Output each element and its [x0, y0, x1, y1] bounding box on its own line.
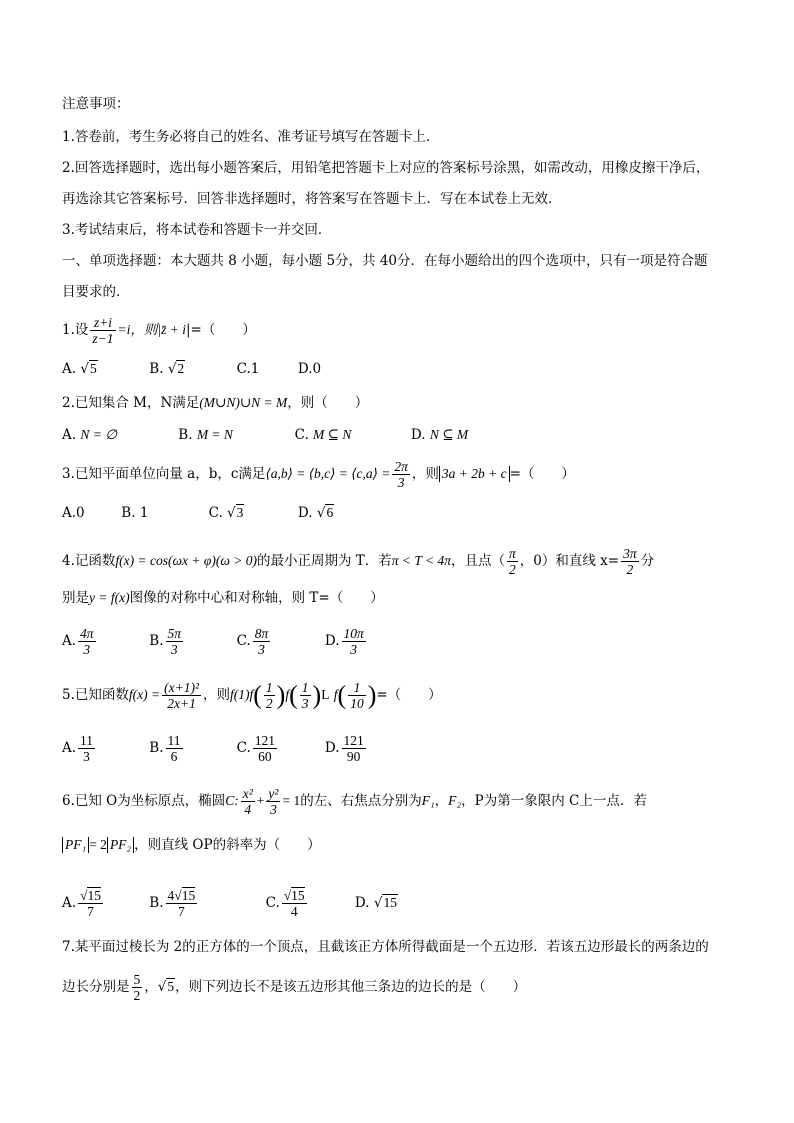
option-label: A.: [62, 740, 77, 756]
frac-den: 3: [270, 802, 277, 817]
q7-sep: ，: [144, 979, 158, 995]
q7-line2-post: ，则下列边长不是该五边形其他三条边的边长的是（ ）: [175, 979, 527, 995]
frac-num: 2π: [394, 459, 408, 474]
q7-sqrt: [158, 977, 175, 997]
q6-post: ，P为第一象限内 C上一点．若: [461, 793, 647, 809]
q2-prefix: 2.已知集合 M，N满足: [62, 395, 200, 411]
option-text: M = N: [196, 427, 233, 442]
option-frac: [342, 626, 366, 657]
frac-num: 3π: [623, 546, 637, 561]
option-label: C.: [294, 427, 309, 443]
option-label: A.: [62, 505, 77, 521]
option-frac: [166, 626, 184, 657]
option-frac: [282, 888, 307, 919]
radicand: 15: [291, 888, 305, 903]
q5-f1: f(1)f: [230, 687, 254, 702]
radicand: 15: [181, 888, 196, 903]
q7-frac: [132, 972, 143, 1003]
notice-title: 注意事项：: [62, 96, 130, 112]
option-label: C.: [208, 505, 223, 521]
q4-line2-expr: y = f(x): [89, 590, 130, 605]
q1-mid: =i，则|: [117, 322, 162, 337]
q6-eq: = 1: [282, 793, 301, 808]
q4-mid3: ，0）和直线 x=: [519, 553, 620, 569]
q5-frac-a: [264, 680, 275, 711]
radicand: 3: [236, 505, 244, 520]
option-frac: [78, 733, 95, 764]
q4-mid: 的最小正周期为 T．若: [256, 553, 392, 569]
q4-options: [62, 626, 368, 657]
q1-expr: z̄ + i: [161, 322, 186, 337]
right-paren: ): [312, 680, 322, 710]
frac-num: 11: [80, 733, 94, 748]
q1-prefix: 1.设: [62, 322, 89, 338]
frac-num: (x+1)²: [164, 680, 199, 695]
q5-option-b: [149, 733, 232, 764]
frac-den: 90: [346, 749, 361, 764]
q1-frac-den: z−1: [92, 331, 114, 346]
frac-num: 8π: [254, 626, 269, 641]
q4-line-frac: [621, 546, 639, 577]
frac-den: 3: [301, 696, 309, 711]
radical-sign: √: [167, 361, 177, 377]
q3-option-b: [121, 503, 204, 523]
q2-option-b: [178, 425, 290, 445]
q6-option-d: [355, 893, 398, 913]
q5-def-frac: [162, 680, 201, 711]
sqrt-expr: [168, 359, 185, 379]
frac-den: 3: [397, 475, 405, 490]
question-7-cont: [62, 972, 526, 1003]
option-frac: [78, 626, 96, 657]
radical-sign: √: [157, 979, 167, 995]
option-frac: [166, 733, 183, 764]
radicand: 15: [87, 888, 101, 903]
frac-den: 4: [244, 802, 252, 817]
q2-post: ，则（ ）: [287, 395, 369, 411]
q6-mid: 的左、右焦点分别为: [300, 793, 422, 809]
option-label: C.: [265, 895, 280, 911]
radical-sign: √: [80, 888, 88, 903]
q6-x-frac: [241, 786, 255, 817]
frac-num: 4π: [80, 626, 94, 641]
frac-den: 4: [290, 904, 298, 919]
frac-num: [78, 888, 103, 904]
option-text: M ⊆ N: [313, 427, 352, 442]
q1-post: |=（ ）: [185, 322, 256, 338]
q4-option-b: [149, 626, 232, 657]
q1-options: [62, 359, 321, 379]
frac-den: 7: [87, 904, 94, 919]
radicand: 2: [177, 361, 185, 376]
option-label: D.: [324, 633, 340, 649]
frac-num: 10π: [343, 626, 364, 641]
frac-den: 3: [83, 749, 90, 764]
sqrt-expr: [374, 893, 398, 913]
notice-item-3: 3.考试结束后，将本试卷和答题卡一并交回．: [62, 222, 332, 238]
q1-fraction: [90, 315, 115, 346]
frac-num: 1: [348, 680, 366, 696]
q5-frac-b: [300, 680, 311, 711]
option-text: 1: [250, 361, 260, 377]
frac-den: 3: [258, 642, 265, 657]
q6-options: [62, 888, 398, 919]
radical-sign: √: [174, 888, 182, 903]
frac-den: 3: [83, 642, 91, 657]
frac-num: [166, 888, 198, 904]
option-label: D.: [324, 740, 340, 756]
q5-expr: f(x) =: [128, 687, 161, 702]
q4-expr: f(x) = cos(ωx + φ)(ω > 0): [115, 553, 257, 568]
q4-option-c: [237, 626, 321, 657]
q3-abs-expr: 3a + 2b + c: [439, 466, 510, 482]
option-frac: [78, 888, 103, 919]
question-3: [62, 459, 575, 490]
question-6: [62, 786, 647, 817]
frac-num: 11: [167, 733, 181, 748]
left-paren: (: [289, 680, 298, 710]
q4-post: 分: [640, 553, 655, 569]
q6-c-label: C:: [225, 793, 239, 808]
frac-den: 2: [265, 696, 273, 711]
question-2: [62, 393, 368, 413]
q5-option-a: [62, 733, 145, 764]
q1-frac-num: z+i: [90, 315, 115, 331]
q1-option-d: [298, 359, 321, 379]
option-text: 0: [312, 361, 322, 377]
q5-dots: L: [321, 687, 330, 702]
left-paren: (: [253, 680, 262, 710]
frac-num: 5: [133, 972, 141, 987]
q4-line2-post: 图像的对称中心和对称轴，则 T=（ ）: [129, 590, 384, 606]
section-heading-cont: 目要求的．: [62, 284, 130, 300]
frac-den: 3: [170, 642, 178, 657]
frac-num: [282, 888, 307, 904]
notice-item-1: 1.答卷前，考生务必将自己的姓名、准考证号填写在答题卡上．: [62, 129, 440, 145]
q6-option-a: [62, 888, 145, 919]
frac-den: 60: [258, 749, 272, 764]
option-label: D.: [354, 895, 370, 911]
option-frac: [342, 733, 366, 764]
q5-mid: ，则: [203, 687, 230, 703]
radical-sign: √: [373, 895, 383, 911]
sqrt-expr: [227, 503, 244, 523]
frac-den: 3: [350, 642, 358, 657]
q4-option-a: [62, 626, 145, 657]
option-text: N = ∅: [80, 427, 117, 442]
right-paren: ): [276, 680, 286, 710]
option-text: 1: [139, 505, 149, 521]
q2-option-a: [62, 425, 174, 445]
frac-den: 7: [177, 904, 185, 919]
q1-option-a: [62, 359, 145, 379]
question-1: [62, 315, 256, 346]
q6-abs-pf1: PF₁: [62, 837, 89, 853]
q3-expr: ⟨a,b⟩ = ⟨b,c⟩ = ⟨c,a⟩ =: [265, 466, 391, 481]
q6-option-c: [266, 888, 351, 919]
option-label: B.: [149, 633, 164, 649]
q4-expr2: π < T < 4π: [391, 553, 452, 568]
option-label: A.: [62, 895, 77, 911]
q6-prefix: 6.已知 O为坐标原点，椭圆: [62, 793, 226, 809]
frac-den: 2x+1: [167, 696, 196, 711]
question-6-cont: [62, 835, 321, 855]
q6-f2: F₂: [448, 793, 462, 808]
frac-num: 1: [265, 680, 273, 695]
q3-option-a: [62, 503, 117, 523]
q2-option-c: [295, 425, 407, 445]
q3-option-c: [209, 503, 294, 523]
option-label: A.: [62, 361, 77, 377]
frac-num: x²: [242, 786, 253, 801]
q3-option-d: [298, 503, 334, 523]
radicand: 6: [326, 505, 334, 520]
frac-den: 10: [350, 696, 364, 711]
q6-plus: +: [256, 793, 265, 808]
option-frac: [253, 733, 277, 764]
q5-option-d: [325, 733, 368, 764]
option-label: D.: [410, 427, 426, 443]
sqrt-expr: [317, 503, 334, 523]
q5-prefix: 5.已知函数: [62, 687, 129, 703]
q4-point-frac: [507, 546, 518, 577]
q5-frac-c: [348, 680, 366, 711]
option-label: C.: [236, 361, 251, 377]
radicand: 15: [383, 895, 397, 910]
frac-den: 2: [626, 562, 634, 577]
radicand: 5: [167, 979, 175, 994]
q3-post: =（ ）: [509, 466, 575, 482]
option-text: N ⊆ M: [429, 427, 469, 442]
question-7: 7.某平面过棱长为 2的正方体的一个顶点，且截该正方体所得截面是一个五边形．若该五边形最长的两条边的: [62, 939, 709, 955]
notice-item-2: 2.回答选择题时，选出每小题答案后，用铅笔把答题卡上对应的答案标号涂黑，如需改动，用橡皮擦干净后，: [62, 160, 710, 176]
q5-f3: f: [333, 687, 338, 702]
q4-line2-pre: 别是: [62, 590, 89, 606]
option-label: D.: [297, 361, 313, 377]
q2-expr: (M∪N)∪N = M: [199, 395, 288, 410]
frac-num: 121: [254, 733, 275, 748]
q7-line2-pre: 边长分别是: [62, 979, 130, 995]
radicand: 5: [89, 361, 97, 376]
coefficient: 4: [167, 888, 175, 903]
q1-option-b: [149, 359, 232, 379]
option-label: C.: [236, 740, 251, 756]
option-label: B.: [149, 740, 164, 756]
q6-f1: F₁: [421, 793, 435, 808]
q2-option-d: [411, 425, 468, 445]
option-label: B.: [121, 505, 136, 521]
question-4-cont: [62, 588, 384, 608]
notice-item-2-cont: 再选涂其它答案标号．回答非选择题时，将答案写在答题卡上．写在本试卷上无效．: [62, 191, 562, 207]
q6-sep: ，: [434, 793, 449, 809]
option-label: B.: [149, 361, 164, 377]
q5-option-c: [237, 733, 321, 764]
q4-prefix: 4.记函数: [62, 553, 116, 569]
frac-num: 5π: [167, 626, 182, 641]
q5-options: [62, 733, 368, 764]
frac-den: 2: [133, 988, 141, 1003]
q3-options: [62, 503, 334, 523]
q3-prefix: 3.已知平面单位向量 a，b，c满足: [62, 466, 266, 482]
radical-sign: √: [80, 361, 89, 377]
q2-options: [62, 425, 468, 445]
frac-den: 2: [509, 562, 516, 577]
option-label: A.: [62, 427, 77, 443]
question-5: [62, 680, 442, 711]
right-paren: ): [367, 680, 377, 710]
option-label: B.: [178, 427, 193, 443]
q5-f2: f: [285, 687, 290, 702]
frac-num: 1: [301, 680, 309, 695]
frac-num: π: [509, 546, 516, 561]
left-paren: (: [337, 680, 347, 710]
q5-post: =（ ）: [376, 687, 442, 703]
option-label: D.: [297, 505, 313, 521]
q3-fraction: [392, 459, 410, 490]
question-4: [62, 546, 654, 577]
q4-option-d: [325, 626, 368, 657]
q1-option-c: [237, 359, 294, 379]
frac-num: 121: [343, 733, 364, 748]
q3-mid: ，则: [411, 466, 439, 482]
q6-option-b: [149, 888, 261, 919]
frac-den: 6: [170, 749, 178, 764]
radical-sign: √: [283, 888, 292, 903]
section-heading: 一、单项选择题：本大题共 8 小题，每小题 5分，共 40分．在每小题给出的四个选项中，只有一项是符合题: [62, 253, 708, 269]
sqrt-expr: [80, 359, 97, 379]
option-frac: [253, 626, 271, 657]
radical-sign: √: [227, 505, 236, 521]
option-text: 0: [76, 505, 85, 521]
q6-line2-eq: = 2: [89, 837, 107, 852]
q6-y-frac: [266, 786, 280, 817]
frac-num: y²: [268, 786, 279, 801]
option-label: B.: [149, 895, 164, 911]
q4-mid2: ，且点（: [451, 553, 506, 569]
radical-sign: √: [316, 505, 326, 521]
option-label: C.: [236, 633, 251, 649]
option-label: A.: [62, 633, 77, 649]
option-frac: [166, 888, 198, 919]
q6-abs-pf2: PF₂: [107, 837, 134, 853]
q6-line2-post: ，则直线 OP的斜率为（ ）: [134, 837, 321, 853]
